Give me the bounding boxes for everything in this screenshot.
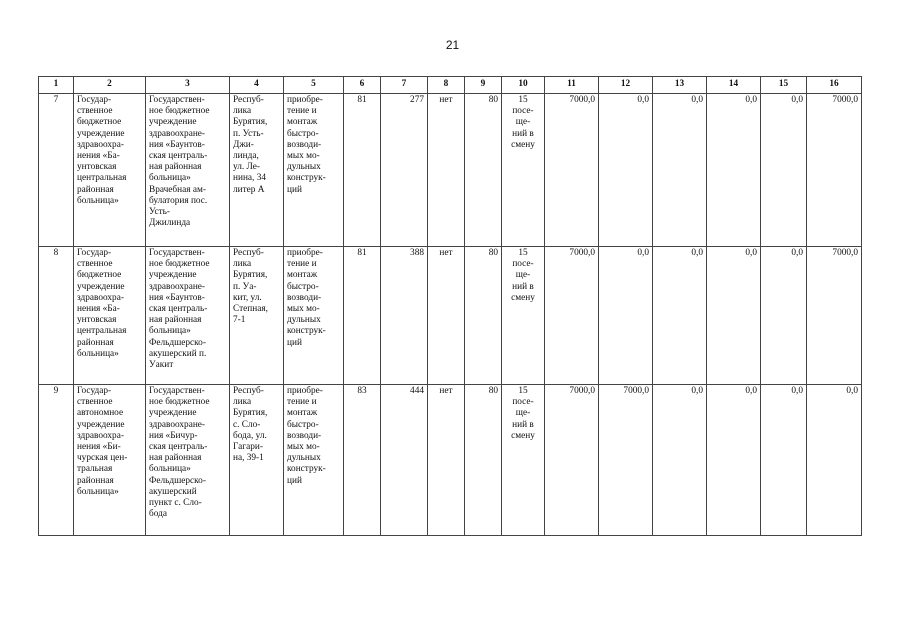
table-cell-col-14: 0,0 <box>707 94 761 247</box>
table-row <box>39 385 862 536</box>
table-cell-col-3: Государствен- ное бюджетное учреждение здравоохране- ния «Баунтов- ская централь- ная районная больница» Врачебная ам- булатория пос. Усть- Джилинда <box>146 94 230 247</box>
table-cell-col-13: 0,0 <box>653 385 707 536</box>
table-cell-col-13: 0,0 <box>653 247 707 385</box>
column-header: 4 <box>230 77 284 94</box>
table-cell-col-14: 0,0 <box>707 247 761 385</box>
table-cell-col-12: 7000,0 <box>599 385 653 536</box>
table-cell-col-1: 8 <box>39 247 74 385</box>
table-cell-col-11: 7000,0 <box>545 94 599 247</box>
column-header: 8 <box>428 77 465 94</box>
column-header: 15 <box>761 77 807 94</box>
page-number: 21 <box>445 38 460 52</box>
table-cell-col-16: 7000,0 <box>807 94 862 247</box>
header-row <box>39 77 862 94</box>
table-cell-col-8: нет <box>428 385 465 536</box>
table-cell-col-7: 388 <box>381 247 428 385</box>
table-cell-col-16: 7000,0 <box>807 247 862 385</box>
table-cell-col-4: Респуб- лика Бурятия, п. Уа- кит, ул. Степная, 7-1 <box>230 247 284 385</box>
table-cell-col-3: Государствен- ное бюджетное учреждение здравоохране- ния «Бичур- ская централь- ная районная больница» Фельдшерско- акушерский пункт с. Сло- бода <box>146 385 230 536</box>
column-header: 6 <box>344 77 381 94</box>
column-header: 16 <box>807 77 862 94</box>
table-cell-col-1: 9 <box>39 385 74 536</box>
table-cell-col-4: Респуб- лика Бурятия, п. Усть- Джи- линда, ул. Ле- нина, 34 литер А <box>230 94 284 247</box>
column-header: 2 <box>74 77 146 94</box>
table-row <box>39 94 862 247</box>
table-cell-col-15: 0,0 <box>761 247 807 385</box>
data-table <box>38 76 862 536</box>
table-cell-col-5: приобре- тение и монтаж быстро- возводи- мых мо- дульных конструк- ций <box>284 94 344 247</box>
column-header: 1 <box>39 77 74 94</box>
table-cell-col-5: приобре- тение и монтаж быстро- возводи- мых мо- дульных конструк- ций <box>284 247 344 385</box>
table-row <box>39 247 862 385</box>
table-cell-col-2: Государ- ственное бюджетное учреждение здравоохра- нения «Ба- унтовская центральная районная больница» <box>74 247 146 385</box>
table-cell-col-2: Государ- ственное автономное учреждение здравоохра- нения «Би- чурская цен- тральная районная больница» <box>74 385 146 536</box>
table-cell-col-15: 0,0 <box>761 385 807 536</box>
column-header: 11 <box>545 77 599 94</box>
table-cell-col-8: нет <box>428 247 465 385</box>
column-header: 13 <box>653 77 707 94</box>
column-header: 10 <box>502 77 545 94</box>
table-cell-col-12: 0,0 <box>599 94 653 247</box>
column-header: 3 <box>146 77 230 94</box>
table-cell-col-7: 444 <box>381 385 428 536</box>
table-cell-col-6: 81 <box>344 247 381 385</box>
table-cell-col-12: 0,0 <box>599 247 653 385</box>
table-cell-col-14: 0,0 <box>707 385 761 536</box>
table-cell-col-5: приобре- тение и монтаж быстро- возводи- мых мо- дульных конструк- ций <box>284 385 344 536</box>
table-cell-col-10: 15 посе- ще- ний в смену <box>502 94 545 247</box>
column-header: 5 <box>284 77 344 94</box>
table-cell-col-7: 277 <box>381 94 428 247</box>
table-cell-col-2: Государ- ственное бюджетное учреждение здравоохра- нения «Ба- унтовская центральная районная больница» <box>74 94 146 247</box>
table-cell-col-13: 0,0 <box>653 94 707 247</box>
table-cell-col-11: 7000,0 <box>545 247 599 385</box>
table-cell-col-8: нет <box>428 94 465 247</box>
table-cell-col-3: Государствен- ное бюджетное учреждение здравоохране- ния «Баунтов- ская централь- ная районная больница» Фельдшерско- акушерский п. Уакит <box>146 247 230 385</box>
table-cell-col-6: 81 <box>344 94 381 247</box>
table-cell-col-11: 7000,0 <box>545 385 599 536</box>
table-cell-col-9: 80 <box>465 247 502 385</box>
column-header: 9 <box>465 77 502 94</box>
table-cell-col-16: 0,0 <box>807 385 862 536</box>
column-header: 7 <box>381 77 428 94</box>
column-header: 14 <box>707 77 761 94</box>
column-header: 12 <box>599 77 653 94</box>
table-cell-col-15: 0,0 <box>761 94 807 247</box>
table-cell-col-10: 15 посе- ще- ний в смену <box>502 247 545 385</box>
table-cell-col-4: Респуб- лика Бурятия, с. Сло- бода, ул. Гагари- на, 39-1 <box>230 385 284 536</box>
table-cell-col-10: 15 посе- ще- ний в смену <box>502 385 545 536</box>
table-cell-col-9: 80 <box>465 385 502 536</box>
table-cell-col-6: 83 <box>344 385 381 536</box>
table-cell-col-9: 80 <box>465 94 502 247</box>
table-cell-col-1: 7 <box>39 94 74 247</box>
